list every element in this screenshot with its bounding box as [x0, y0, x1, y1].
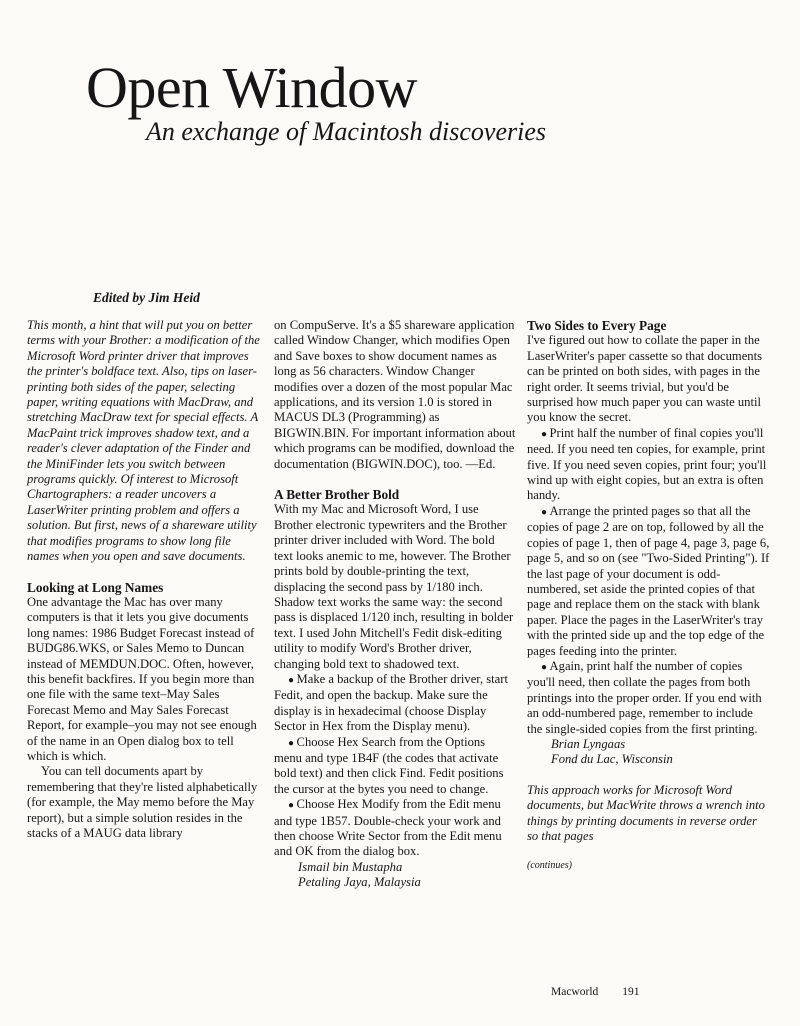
section-heading-long-names: Looking at Long Names [27, 579, 164, 595]
paragraph: I've figured out how to collate the paper in the LaserWriter's paper cassette so that documents can be printed on both sides, with pages in the right order. It seems trivial, but you'd be surprised how much paper you can waste until you know the secret. [527, 333, 763, 425]
bullet-item: ● Again, print half the number of copies you'll need, then collate the pages from both printings into the proper order. If you end with an odd-numbered page, remember to include the single-sided copies from the first printing. [527, 659, 771, 737]
intro-paragraph: This month, a hint that will put you on better terms with your Brother: a modification of the Microsoft Word printer driver that improves the printer's boldface text. Also, tips on laser-printing both sides of the paper, selecting paper, writing equations with MacDraw, and stretching MacDraw text for special effects. A MacPaint trick improves shadow text, and a reader's clever adaptation of the Finder and the MiniFinder lets you switch between programs quickly. Of interest to Microsoft Chartographers: a reader uncovers a LaserWriter printing problem and offers a solution. But first, news of a shareware utility that modifies programs to show long file names when you open and save documents. [27, 318, 260, 564]
paragraph: With my Mac and Microsoft Word, I use Brother electronic typewriters and the Brother printer driver included with Word. The bold text looks anemic to me, however. The Brother prints bold by double-printing the text, displacing the second pass by 1/180 inch. Shadow text works the same way: the second pass is displaced 1/120 inch, resulting in bolder text. I used John Mitchell's Fedit disk-editing utility to modify Word's Brother driver, changing bold text to shadowed text. [274, 502, 514, 671]
author-location: Fond du Lac, Wisconsin [551, 752, 673, 767]
byline: Edited by Jim Heid [93, 290, 200, 305]
editor-note: This approach works for Microsoft Word documents, but MacWrite throws a wrench into things by printing documents in reverse order so that pages [527, 782, 765, 843]
bullet-item: ● Make a backup of the Brother driver, start Fedit, and open the backup. Make sure the display is in hexadecimal (choose Display Sector in Hex from the Display menu). [274, 672, 516, 735]
article-title: Open Window [86, 55, 418, 120]
paragraph: on CompuServe. It's a $5 shareware application called Window Changer, which modifies Open and Save boxes to show document names as long as 56 characters. Window Changer modifies over a dozen of the most popular Mac applications, and its version 1.0 is stored in MACUS DL3 (Programming) as BIGWIN.BIN. For important information about which programs can be modified, download the documentation (BIGWIN.DOC), too. —Ed. [274, 318, 516, 471]
page-footer [551, 986, 664, 998]
bullet-item: ● Choose Hex Search from the Options menu and type 1B4F (the codes that activate bold text) and then click Find. Fedit positions the cursor at the bytes you need to change. [274, 735, 516, 798]
article-subtitle: An exchange of Macintosh discoveries [146, 117, 546, 146]
section-heading-two-sides: Two Sides to Every Page [527, 318, 667, 333]
author-location: Petaling Jaya, Malaysia [298, 875, 421, 890]
paragraph: One advantage the Mac has over many computers is that it lets you give documents long names: 1986 Budget Forecast instead of BUDG86.WKS, or Sales Memo to Duncan instead of MEMDUN.DOC. Often, however, this benefit backfires. If you begin more than one file with the same text–May Sales Forecast Memo and May Sales Forecast Report, for example–you may not see enough of the name in an Open dialog box to tell which is which. [27, 594, 257, 763]
author-name: Ismail bin Mustapha [298, 859, 403, 874]
author-name: Brian Lyngaas [551, 736, 626, 751]
continues-label: (continues) [527, 860, 572, 872]
bullet-item: ● Arrange the printed pages so that all the copies of page 2 are on top, followed by all the copies of page 1, then of page 4, page 3, page 6, page 5, and so on (see "Two-Sided Printing"). If the last page of your document is odd-numbered, set aside the printed copies of that page and replace them on the stack with blank paper. Place the pages in the LaserWriter's tray with the printed side up and the top edge of the pages feeding into the printer. [527, 504, 771, 659]
bullet-item: ● Print half the number of final copies you'll need. If you need ten copies, for example, print five. If you need seven copies, print four; you'll wind up with eight copies, but an extra is often handy. [527, 426, 771, 504]
paragraph: You can tell documents apart by remembering that they're listed alphabetically (for example, the May memo before the May report), but a simple solution resides in the stacks of a MAUG data library [27, 764, 258, 840]
bullet-item: ● Choose Hex Modify from the Edit menu and type 1B57. Double-check your work and then choose Write Sector from the Edit menu and OK from the dialog box. [274, 797, 516, 860]
page-number: 191 [622, 986, 640, 998]
magazine-name: Macworld [551, 986, 599, 998]
section-heading-brother-bold: A Better Brother Bold [274, 487, 400, 503]
column-3 [527, 318, 771, 874]
column-1 [27, 318, 263, 841]
column-2 [274, 318, 516, 891]
